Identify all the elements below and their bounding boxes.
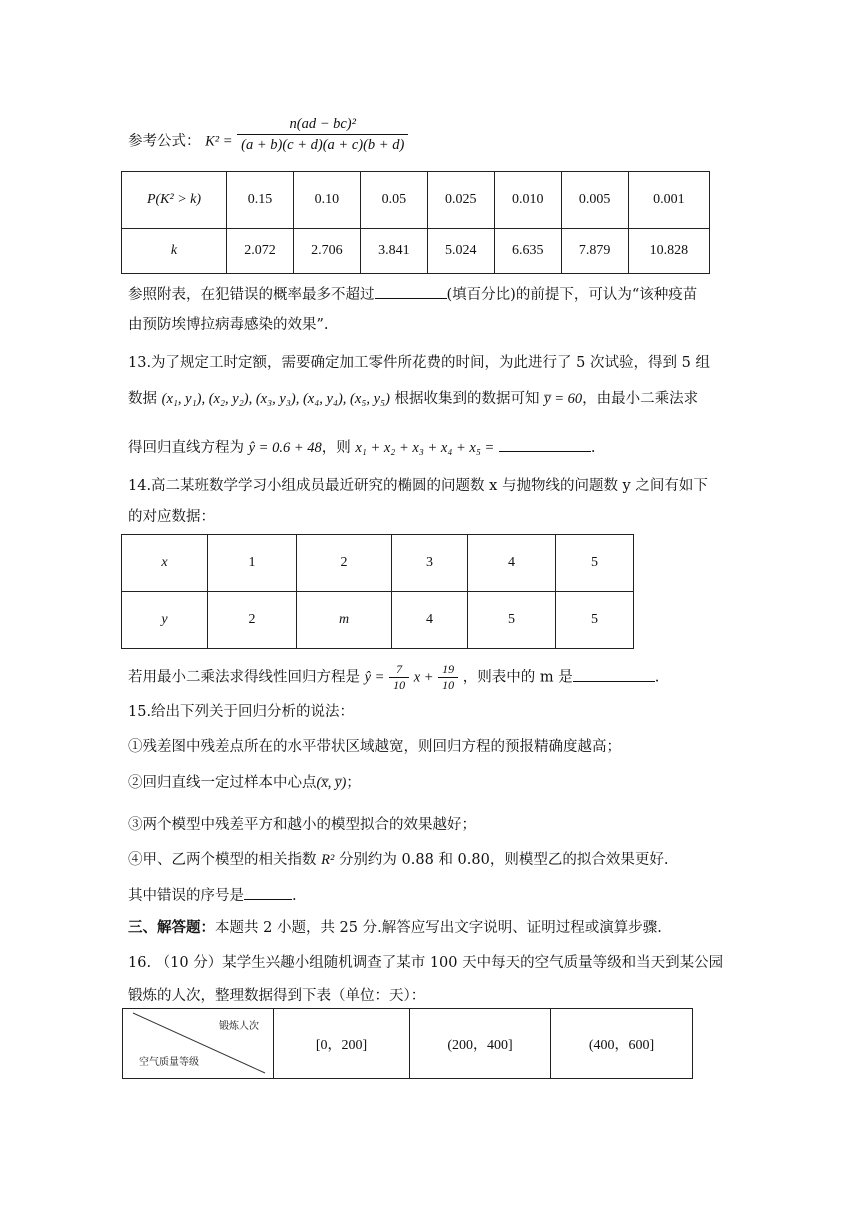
formula-numerator: n(ad − bc)²	[237, 114, 408, 135]
q13-mean: y̅ = 60	[544, 391, 583, 407]
table-cell: 3	[392, 535, 468, 592]
formula-lhs: K² =	[205, 133, 233, 150]
reference-formula	[128, 116, 408, 155]
q14-text: ，则表中的 m 是	[462, 669, 573, 686]
fraction-numerator: 19	[438, 662, 458, 678]
answer-blank	[375, 284, 447, 299]
table-header-col: [0，200]	[274, 1009, 410, 1079]
q15-item-3: ③两个模型中残差平方和越小的模型拟合的效果越好；	[128, 817, 476, 833]
q16-line1: 16. （10 分）某学生兴趣小组随机调查了某市 100 天中每天的空气质量等级和当天到某公园	[128, 955, 724, 971]
q13-regression-equation: ŷ = 0.6 + 48	[248, 440, 322, 456]
table-cell: 0.15	[227, 172, 294, 229]
table-cell: 0.005	[561, 172, 628, 229]
table-header-col: (200，400]	[410, 1009, 551, 1079]
table-cell: 1	[208, 535, 297, 592]
q14-eq-mid: x +	[413, 669, 434, 686]
q15-ask	[128, 885, 297, 906]
table-header-y: y	[122, 592, 208, 649]
table-cell: 3.841	[360, 229, 427, 274]
diag-header-top: 锻炼人次	[219, 1021, 259, 1032]
q15-text: ；	[346, 775, 361, 791]
table-cell: m	[297, 592, 392, 649]
q13-line3	[128, 437, 596, 458]
q13-text: ，由最小二乘法求	[582, 391, 699, 407]
table-cell: 0.10	[293, 172, 360, 229]
table-row	[122, 172, 710, 229]
q14-fraction-2	[438, 662, 458, 693]
q13-text: ，则	[321, 440, 351, 456]
fraction-denominator: 10	[393, 678, 406, 692]
table-cell: 0.05	[360, 172, 427, 229]
q15-item-1: ①残差图中残差点所在的水平带状区域越宽，则回归方程的预报精确度越高；	[128, 739, 621, 755]
q15-r-squared: R²	[321, 852, 335, 868]
section-title: 三、解答题：	[128, 919, 215, 936]
q14-eq-lhs: ŷ =	[364, 669, 385, 686]
diagonal-header-cell	[123, 1009, 274, 1079]
table-cell: 0.025	[427, 172, 494, 229]
q13-text: 数据	[128, 391, 157, 407]
table-cell: 6.635	[494, 229, 561, 274]
q12-text: 参照附表，在犯错误的概率最多不超过	[128, 287, 375, 303]
formula-label: 参考公式：	[128, 133, 201, 150]
table-cell: 2	[208, 592, 297, 649]
table-cell: 5	[556, 592, 634, 649]
table-cell: 0.010	[494, 172, 561, 229]
q14-text: 若用最小二乘法求得线性回归方程是	[128, 669, 360, 686]
table-cell: 2.072	[227, 229, 294, 274]
table-header-k: k	[122, 229, 227, 274]
q15-text: ④甲、乙两个模型的相关指数	[128, 852, 317, 868]
q15-item-2	[128, 773, 361, 793]
q15-text: ②回归直线一定过样本中心点	[128, 775, 317, 791]
q15-text: 其中错误的序号是	[128, 888, 244, 904]
q13-text: 得回归直线方程为	[128, 440, 244, 456]
formula-denominator: (a + b)(c + d)(a + c)(b + d)	[241, 137, 405, 153]
q12-line2: 由预防埃博拉病毒感染的效果”.	[128, 317, 329, 333]
table-cell: 4	[392, 592, 468, 649]
q13-text: 根据收集到的数据可知	[394, 391, 540, 407]
table-header-x: x	[122, 535, 208, 592]
table-cell: 0.001	[628, 172, 709, 229]
table-row	[122, 592, 634, 649]
q13-data-points: (x₁, y₁), (x₂, y₂), (x₃, y₃), (x₄, y₄), (x₅, y₅)	[161, 391, 390, 407]
q16-data-table	[122, 1008, 693, 1079]
table-cell: 10.828	[628, 229, 709, 274]
table-cell: 2	[297, 535, 392, 592]
section-description: 本题共 2 小题，共 25 分.解答应写出文字说明、证明过程或演算步骤.	[215, 920, 662, 936]
q15-title: 15.给出下列关于回归分析的说法：	[128, 704, 355, 720]
table-cell: 5	[556, 535, 634, 592]
q12-line1	[128, 284, 697, 305]
q15-text: .	[292, 888, 297, 904]
q14-text: .	[654, 669, 660, 686]
q16-line2: 锻炼的人次，整理数据得到下表（单位：天）：	[128, 988, 426, 1004]
answer-blank	[499, 437, 591, 452]
table-row	[123, 1009, 693, 1079]
fraction-numerator: 7	[389, 662, 409, 678]
table-row	[122, 535, 634, 592]
fraction-denominator: 10	[442, 678, 455, 692]
table-cell: 5	[468, 592, 556, 649]
table-header-p: P(K² > k)	[122, 172, 227, 229]
answer-blank	[244, 885, 292, 900]
formula-fraction	[237, 114, 408, 155]
section-3-heading	[128, 918, 662, 938]
q12-text: (填百分比)的前提下，可认为“该种疫苗	[446, 287, 698, 303]
table-header-col: (400，600]	[551, 1009, 693, 1079]
q15-item-4	[128, 850, 668, 870]
q13-line2	[128, 389, 698, 409]
q15-center-point: (x̅, y̅)	[316, 775, 347, 791]
q14-data-table	[121, 534, 634, 649]
table-row	[122, 229, 710, 274]
q14-line3	[128, 662, 659, 693]
diag-header-bottom: 空气质量等级	[139, 1057, 199, 1068]
table-cell: 2.706	[293, 229, 360, 274]
answer-blank	[573, 667, 655, 682]
q13-line1: 13.为了规定工时定额，需要确定加工零件所花费的时间，为此进行了 5 次试验，得到 5 组	[128, 355, 710, 371]
q15-text: 分别约为 0.88 和 0.80，则模型乙的拟合效果更好.	[338, 852, 669, 868]
q13-sum: x₁ + x₂ + x₃ + x₄ + x₅ =	[355, 440, 495, 456]
q13-text: .	[590, 440, 596, 456]
table-cell: 4	[468, 535, 556, 592]
table-cell: 7.879	[561, 229, 628, 274]
q14-fraction-1	[389, 662, 409, 693]
k-critical-value-table	[121, 171, 710, 274]
q14-line2: 的对应数据：	[128, 509, 215, 525]
table-cell: 5.024	[427, 229, 494, 274]
q14-line1: 14.高二某班数学学习小组成员最近研究的椭圆的问题数 x 与抛物线的问题数 y 之间有如下	[128, 478, 708, 494]
